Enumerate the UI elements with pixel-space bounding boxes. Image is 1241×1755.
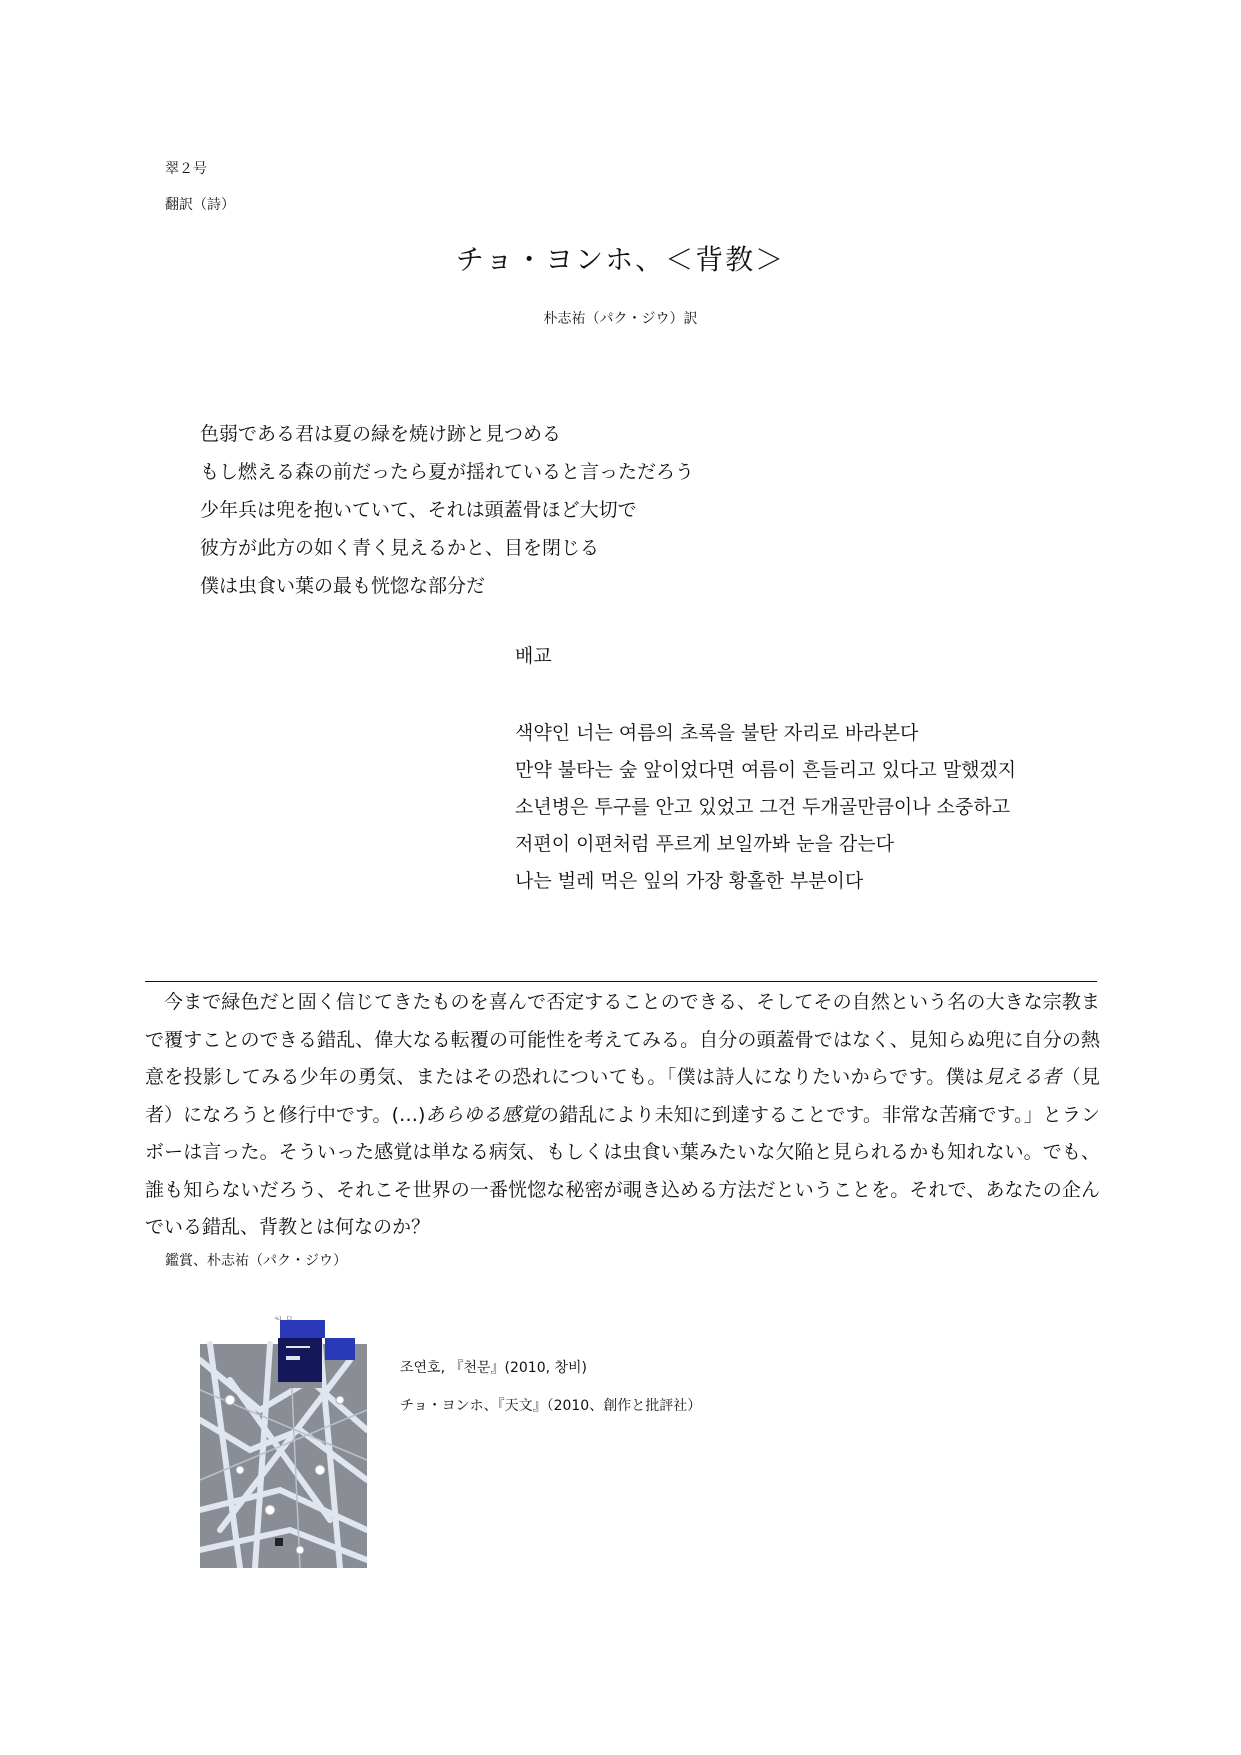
book-reference-japanese: チョ・ヨンホ、『天文』（2010、創作と批評社）: [400, 1398, 702, 1414]
page-title: チョ・ヨンホ、＜背教＞: [455, 243, 786, 276]
poem-ko-line: 소년병은 투구를 안고 있었고 그건 두개골만큼이나 소중하고: [515, 796, 1011, 818]
poem-ko-line: 만약 불타는 숲 앞이었다면 여름이 흔들리고 있다고 말했겠지: [515, 759, 1017, 781]
poem-jp-line: 彼方が此方の如く青く見えるかと、目を閉じる: [200, 537, 600, 559]
poem-jp-line: 少年兵は兜を抱いていて、それは頭蓋骨ほど大切で: [200, 499, 637, 521]
poem-jp-line: 色弱である君は夏の緑を焼け跡と見つめる: [200, 423, 562, 445]
poem-korean: [515, 715, 1016, 900]
commentary-text: 今まで緑色だと固く信じてきたものを喜んで否定することのできる、そしてその自然という名の大きな宗教まで覆すことのできる錯乱、偉大なる転覆の可能性を考えてみる。自分の頭蓋骨ではなく、見知らぬ兜に自分の熱意を投影してみる少年の勇気、またはその恐れについても。「僕は詩人になりたいからです。僕は: [145, 991, 1100, 1088]
commentary-signature: 鑑賞、朴志祐（パク・ジウ）: [165, 1253, 347, 1269]
poem-korean-title: 배교: [515, 645, 552, 667]
poem-japanese: [200, 415, 694, 605]
commentary-text: の錯乱により未知に到達することです。非常な苦痛です。」とランボーは言った。そういった感覚は単なる病気、もしくは虫食い葉みたいな欠陥と見られるかも知れない。でも、誰も知らないだろう、それこそ世界の一番恍惚な秘密が覗き込める方法だということを。それで、あなたの企んでいる錯乱、背教とは何なのか？: [145, 1103, 1100, 1238]
poem-ko-line: 색약인 너는 여름의 초록을 불탄 자리로 바라본다: [515, 722, 919, 744]
commentary-text: （見者）になろうと修行中です。(…): [145, 1066, 1100, 1126]
book-cover-image: [200, 1320, 367, 1568]
poem-jp-line: 僕は虫食い葉の最も恍惚な部分だ: [200, 575, 486, 597]
category-label: 翻訳（詩）: [165, 197, 235, 213]
commentary-paragraph: [145, 984, 1100, 1247]
book-reference-korean: 조연호, 『천문』(2010, 창비): [400, 1360, 588, 1376]
issue-label: 翠２号: [165, 161, 207, 177]
section-divider: [145, 981, 1097, 982]
translator-credit: 朴志祐（パク・ジウ）訳: [543, 311, 698, 327]
poem-ko-line: 저편이 이편처럼 푸르게 보일까봐 눈을 감는다: [515, 833, 894, 855]
commentary-emphasis: あらゆる感覚: [425, 1103, 541, 1126]
poem-ko-line: 나는 벌레 먹은 잎의 가장 황홀한 부분이다: [515, 870, 864, 892]
commentary-emphasis: 見える者: [984, 1066, 1062, 1088]
poem-jp-line: もし燃える森の前だったら夏が揺れていると言っただろう: [200, 461, 695, 483]
